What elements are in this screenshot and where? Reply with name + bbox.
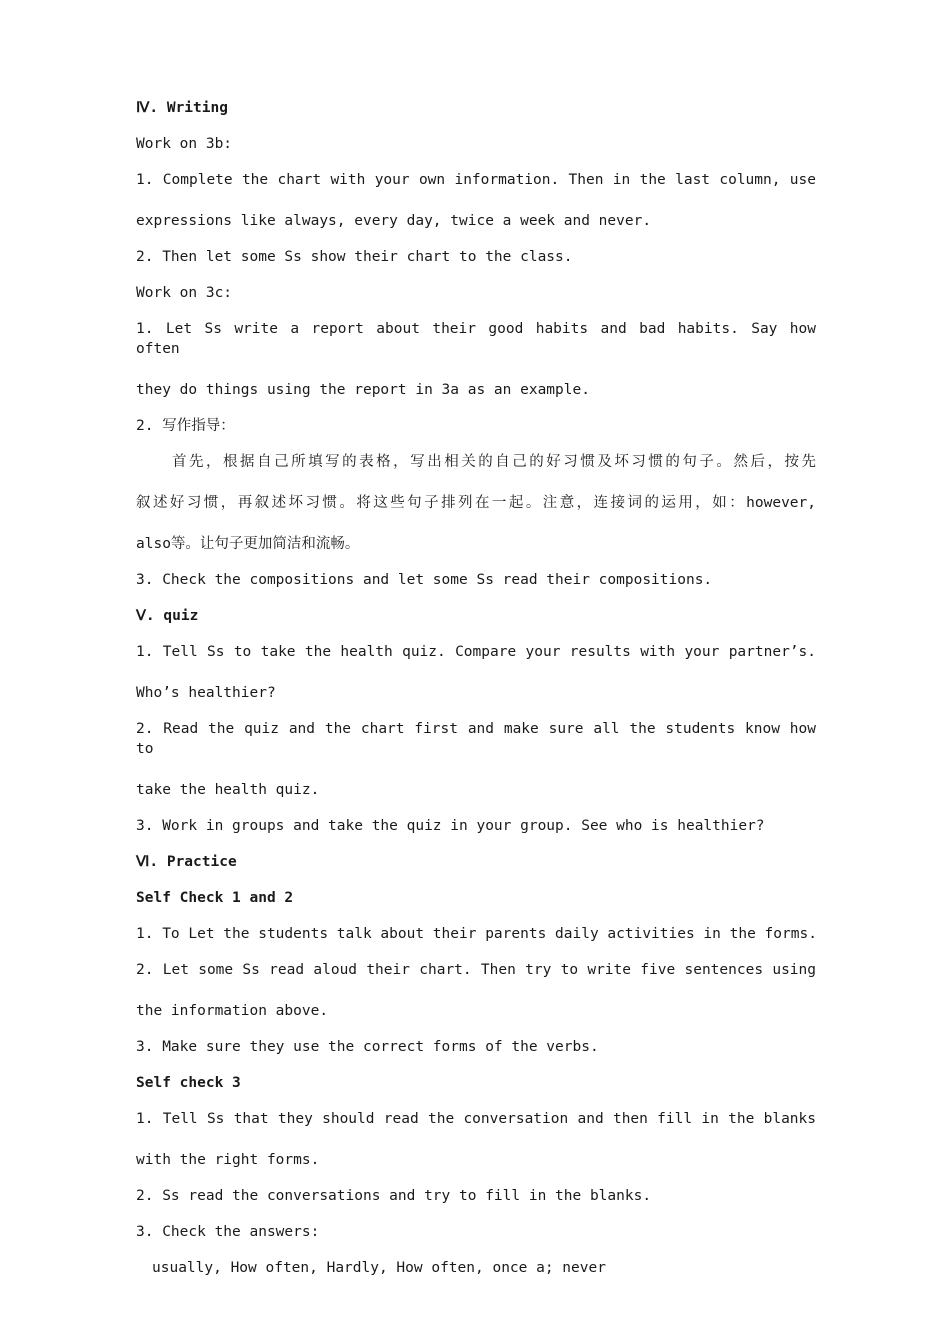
paragraph-practice-1: 1. To Let the students talk about their parents daily activities in the forms. (136, 926, 817, 942)
subheading-work-3c: Work on 3c: (136, 285, 233, 301)
paragraph-cn-line3: also等。让句子更加简洁和流畅。 (136, 536, 360, 552)
paragraph-sc3-3: 3. Check the answers: (136, 1224, 320, 1240)
subheading-self-check-3: Self check 3 (136, 1075, 241, 1091)
paragraph-3c-1-line1: 1. Let Ss write a report about their good habits and bad habits. Say how often (136, 321, 816, 357)
paragraph-3b-1-line1: 1. Complete the chart with your own information. Then in the last column, use (136, 172, 816, 188)
subheading-self-check-1-2: Self Check 1 and 2 (136, 890, 294, 906)
paragraph-cn-line1: 首先，根据自己所填写的表格，写出相关的自己的好习惯及坏习惯的句子。然后，按先 (172, 454, 816, 470)
section-heading-writing: Ⅳ. Writing (136, 100, 228, 116)
paragraph-3c-2: 2. 写作指导： (136, 418, 235, 434)
paragraph-3c-1-line2: they do things using the report in 3a as an example. (136, 382, 590, 398)
paragraph-practice-3: 3. Make sure they use the correct forms of the verbs. (136, 1039, 599, 1055)
paragraph-3b-1-line2: expressions like always, every day, twice a week and never. (136, 213, 652, 229)
section-heading-practice: Ⅵ. Practice (136, 854, 237, 870)
section-heading-quiz: Ⅴ. quiz (136, 608, 199, 624)
paragraph-quiz-2-line2: take the health quiz. (136, 782, 320, 798)
paragraph-sc3-2: 2. Ss read the conversations and try to fill in the blanks. (136, 1188, 652, 1204)
paragraph-quiz-2-line1: 2. Read the quiz and the chart first and make sure all the students know how to (136, 721, 816, 757)
subheading-work-3b: Work on 3b: (136, 136, 233, 152)
paragraph-3c-3: 3. Check the compositions and let some Ss read their compositions. (136, 572, 713, 588)
paragraph-cn-line2: 叙述好习惯，再叙述坏习惯。将这些句子排列在一起。注意，连接词的运用，如：however, (136, 495, 816, 511)
paragraph-sc3-1-line2: with the right forms. (136, 1152, 320, 1168)
paragraph-practice-2-line1: 2. Let some Ss read aloud their chart. Then try to write five sentences using (136, 962, 816, 978)
paragraph-3b-2: 2. Then let some Ss show their chart to the class. (136, 249, 573, 265)
paragraph-practice-2-line2: the information above. (136, 1003, 329, 1019)
paragraph-quiz-3: 3. Work in groups and take the quiz in your group. See who is healthier? (136, 818, 765, 834)
paragraph-quiz-1-line1: 1. Tell Ss to take the health quiz. Compare your results with your partner’s. (136, 644, 816, 660)
answer-list: usually, How often, Hardly, How often, once a; never (152, 1260, 606, 1276)
paragraph-quiz-1-line2: Who’s healthier? (136, 685, 276, 701)
paragraph-sc3-1-line1: 1. Tell Ss that they should read the conversation and then fill in the blanks (136, 1111, 816, 1127)
document-page (136, 98, 816, 1278)
